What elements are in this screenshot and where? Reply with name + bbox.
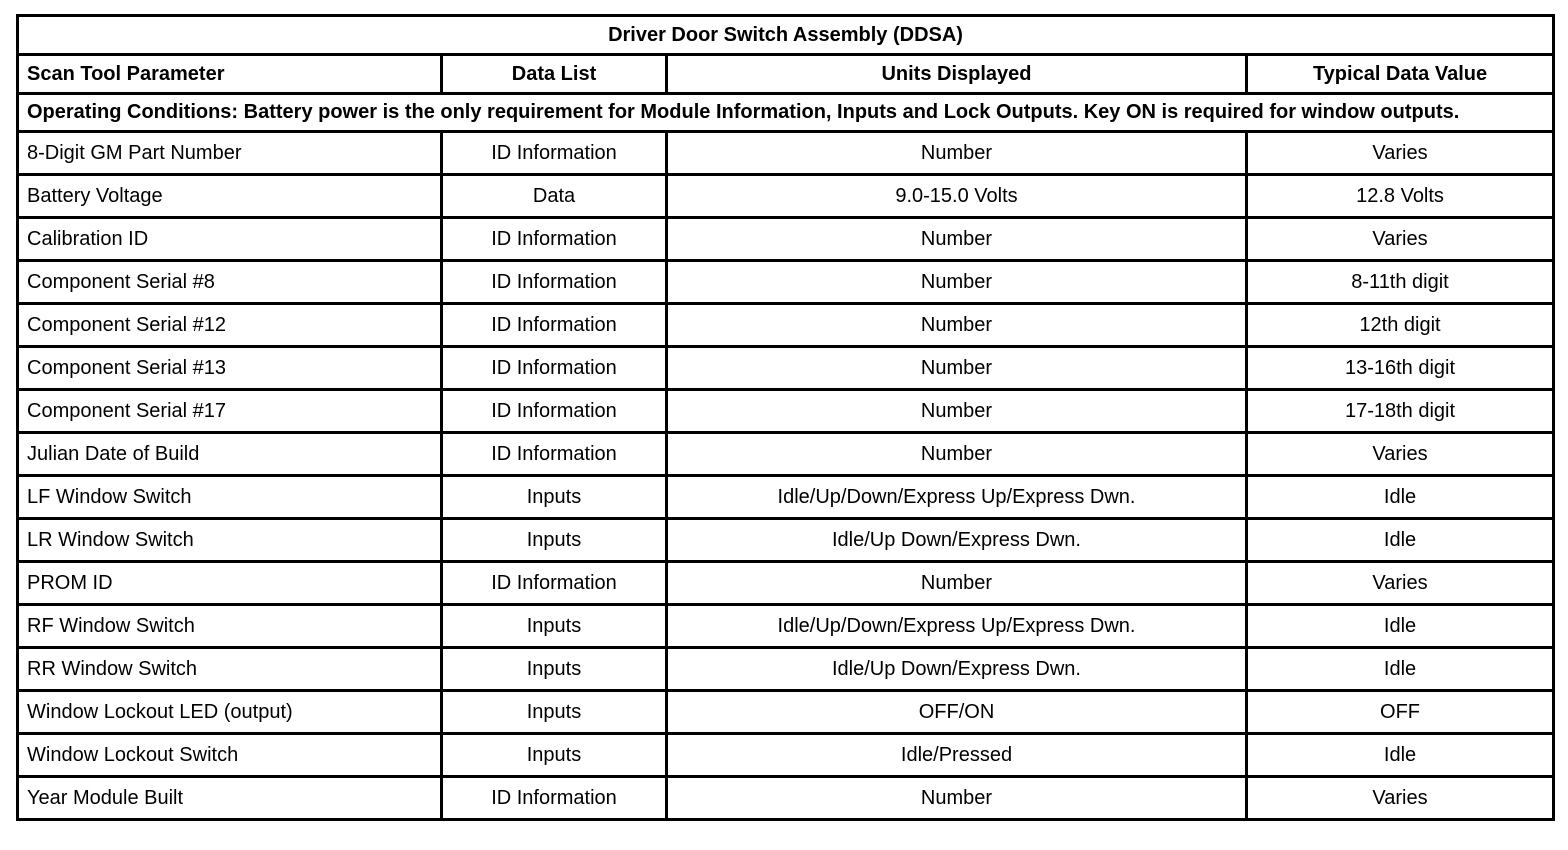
typical-value-cell: Varies [1247, 218, 1554, 261]
data-list-cell: Data [442, 175, 667, 218]
parameter-cell: RF Window Switch [18, 605, 442, 648]
operating-conditions-text: Operating Conditions: Battery power is the only requirement for Module Information, Inputs and Lock Outputs. Key ON is required for window outputs. [18, 94, 1554, 132]
units-cell: OFF/ON [667, 691, 1247, 734]
parameter-cell: Component Serial #8 [18, 261, 442, 304]
data-list-cell: ID Information [442, 347, 667, 390]
parameter-cell: Window Lockout Switch [18, 734, 442, 777]
units-cell: Number [667, 132, 1247, 175]
units-cell: Number [667, 777, 1247, 820]
typical-value-cell: Idle [1247, 648, 1554, 691]
units-cell: Number [667, 433, 1247, 476]
data-list-cell: Inputs [442, 734, 667, 777]
parameter-cell: Calibration ID [18, 218, 442, 261]
units-cell: Number [667, 261, 1247, 304]
typical-value-cell: 13-16th digit [1247, 347, 1554, 390]
data-list-cell: ID Information [442, 261, 667, 304]
units-cell: Idle/Up Down/Express Dwn. [667, 519, 1247, 562]
table-title: Driver Door Switch Assembly (DDSA) [18, 16, 1554, 55]
scan-tool-data-table [16, 14, 1555, 821]
table-row [18, 132, 1554, 175]
typical-value-cell: Varies [1247, 433, 1554, 476]
units-cell: Number [667, 304, 1247, 347]
typical-value-cell: Varies [1247, 132, 1554, 175]
data-list-cell: ID Information [442, 218, 667, 261]
parameter-cell: Component Serial #17 [18, 390, 442, 433]
data-list-cell: Inputs [442, 519, 667, 562]
table-row [18, 433, 1554, 476]
data-list-cell: Inputs [442, 476, 667, 519]
column-header-data-list: Data List [442, 55, 667, 94]
units-cell: Idle/Pressed [667, 734, 1247, 777]
column-header-typical-value: Typical Data Value [1247, 55, 1554, 94]
parameter-cell: LR Window Switch [18, 519, 442, 562]
data-list-cell: ID Information [442, 132, 667, 175]
data-list-cell: ID Information [442, 304, 667, 347]
table-row [18, 218, 1554, 261]
table-row [18, 519, 1554, 562]
parameter-cell: 8-Digit GM Part Number [18, 132, 442, 175]
table-row [18, 605, 1554, 648]
data-list-cell: Inputs [442, 691, 667, 734]
typical-value-cell: Idle [1247, 519, 1554, 562]
typical-value-cell: Idle [1247, 476, 1554, 519]
operating-conditions-row [18, 94, 1554, 132]
parameter-cell: Component Serial #13 [18, 347, 442, 390]
column-header-row [18, 55, 1554, 94]
data-list-cell: Inputs [442, 648, 667, 691]
parameter-cell: Julian Date of Build [18, 433, 442, 476]
parameter-cell: Component Serial #12 [18, 304, 442, 347]
table-row [18, 734, 1554, 777]
units-cell: 9.0-15.0 Volts [667, 175, 1247, 218]
table-row [18, 562, 1554, 605]
table-body [18, 132, 1554, 820]
data-list-cell: ID Information [442, 433, 667, 476]
data-list-cell: ID Information [442, 390, 667, 433]
table-row [18, 347, 1554, 390]
units-cell: Number [667, 347, 1247, 390]
parameter-cell: Window Lockout LED (output) [18, 691, 442, 734]
table-row [18, 777, 1554, 820]
typical-value-cell: 8-11th digit [1247, 261, 1554, 304]
table-row [18, 476, 1554, 519]
typical-value-cell: OFF [1247, 691, 1554, 734]
typical-value-cell: Varies [1247, 777, 1554, 820]
data-list-cell: ID Information [442, 562, 667, 605]
parameter-cell: Battery Voltage [18, 175, 442, 218]
parameter-cell: RR Window Switch [18, 648, 442, 691]
table-title-row [18, 16, 1554, 55]
units-cell: Number [667, 562, 1247, 605]
typical-value-cell: Idle [1247, 605, 1554, 648]
table-row [18, 691, 1554, 734]
units-cell: Idle/Up/Down/Express Up/Express Dwn. [667, 476, 1247, 519]
table-row [18, 261, 1554, 304]
parameter-cell: LF Window Switch [18, 476, 442, 519]
column-header-parameter: Scan Tool Parameter [18, 55, 442, 94]
table-row [18, 390, 1554, 433]
column-header-units: Units Displayed [667, 55, 1247, 94]
data-list-cell: ID Information [442, 777, 667, 820]
data-list-cell: Inputs [442, 605, 667, 648]
typical-value-cell: Idle [1247, 734, 1554, 777]
typical-value-cell: 12.8 Volts [1247, 175, 1554, 218]
units-cell: Number [667, 390, 1247, 433]
table-row [18, 175, 1554, 218]
typical-value-cell: 17-18th digit [1247, 390, 1554, 433]
units-cell: Idle/Up Down/Express Dwn. [667, 648, 1247, 691]
units-cell: Number [667, 218, 1247, 261]
table-row [18, 648, 1554, 691]
table-row [18, 304, 1554, 347]
parameter-cell: PROM ID [18, 562, 442, 605]
typical-value-cell: 12th digit [1247, 304, 1554, 347]
parameter-cell: Year Module Built [18, 777, 442, 820]
units-cell: Idle/Up/Down/Express Up/Express Dwn. [667, 605, 1247, 648]
typical-value-cell: Varies [1247, 562, 1554, 605]
